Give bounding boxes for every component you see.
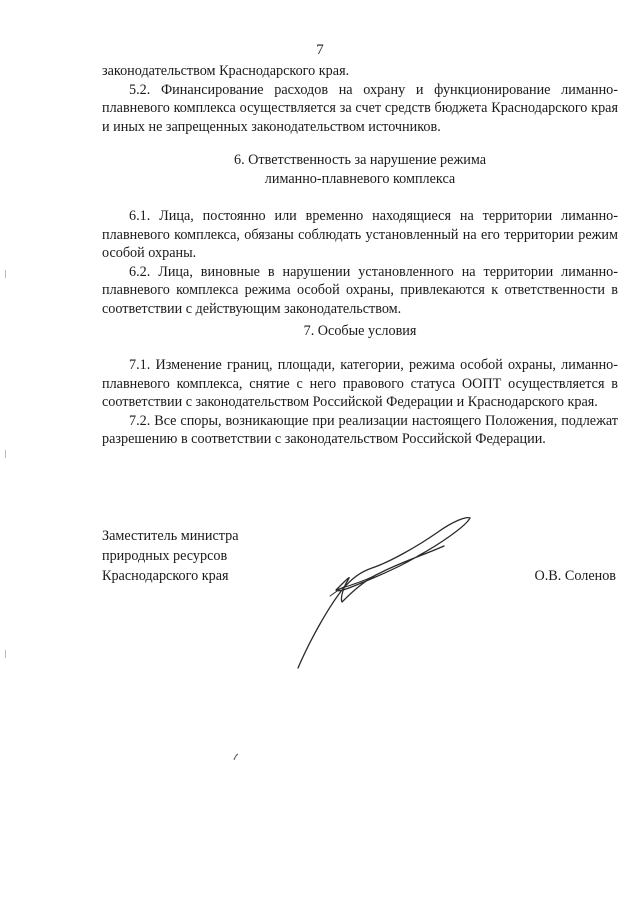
signatory-position-line-2: природных ресурсов — [102, 548, 228, 564]
scan-edge-mark — [4, 450, 7, 458]
paragraph-7-2: 7.2. Все споры, возникающие при реализации настоящего Положения, подлежат разрешению в соответствии с законодательством Российской Федерации. — [102, 412, 618, 447]
scan-edge-mark — [4, 270, 7, 278]
handwritten-signature — [290, 510, 480, 680]
section-6-heading-line-1: 6. Ответственность за нарушение режима — [233, 152, 487, 168]
signatory-position — [102, 526, 239, 586]
signatory-position-line-3: Краснодарского края — [102, 568, 229, 584]
section-7-heading — [102, 322, 618, 341]
section-7-text — [102, 356, 618, 449]
section-6-heading-line-2: лиманно-плавневого комплекса — [264, 170, 456, 187]
signatory-name: О.В. Соленов — [534, 568, 616, 584]
section-5-text — [102, 62, 618, 136]
section-6-heading — [102, 151, 618, 188]
paragraph-7-1: 7.1. Изменение границ, площади, категории, режима особой охраны, лиманно-плавневого комплекса, снятие с него правового статуса ООПТ осуществляется в соответствии с законодательством Российской Федерации и Краснодарского края. — [102, 357, 618, 410]
signatory-position-line-1: Заместитель министра — [102, 528, 239, 544]
paragraph-5-2: 5.2. Финансирование расходов на охрану и функционирование лиманно-плавневого комплекса осуществляется за счет средств бюджета Краснодарского края и иных не запрещенных законодательством источников. — [102, 81, 618, 135]
section-7-heading-line: 7. Особые условия — [303, 323, 417, 339]
scan-edge-mark — [4, 650, 7, 658]
section-6-text — [102, 207, 618, 318]
paragraph-6-2: 6.2. Лица, виновные в нарушении установленного на территории лиманно-плавневого комплекса режима особой охраны, привлекаются к ответственности в соответствии с действующим законодательством. — [102, 263, 618, 317]
stray-mark — [232, 752, 240, 762]
page-number: 7 — [316, 42, 324, 58]
paragraph-6-1: 6.1. Лица, постоянно или временно находящиеся на территории лиманно-плавневого комплекса, обязаны соблюдать установленный на его территории режим особой охраны. — [102, 208, 618, 261]
intro-continuation: законодательством Краснодарского края. — [102, 63, 350, 79]
